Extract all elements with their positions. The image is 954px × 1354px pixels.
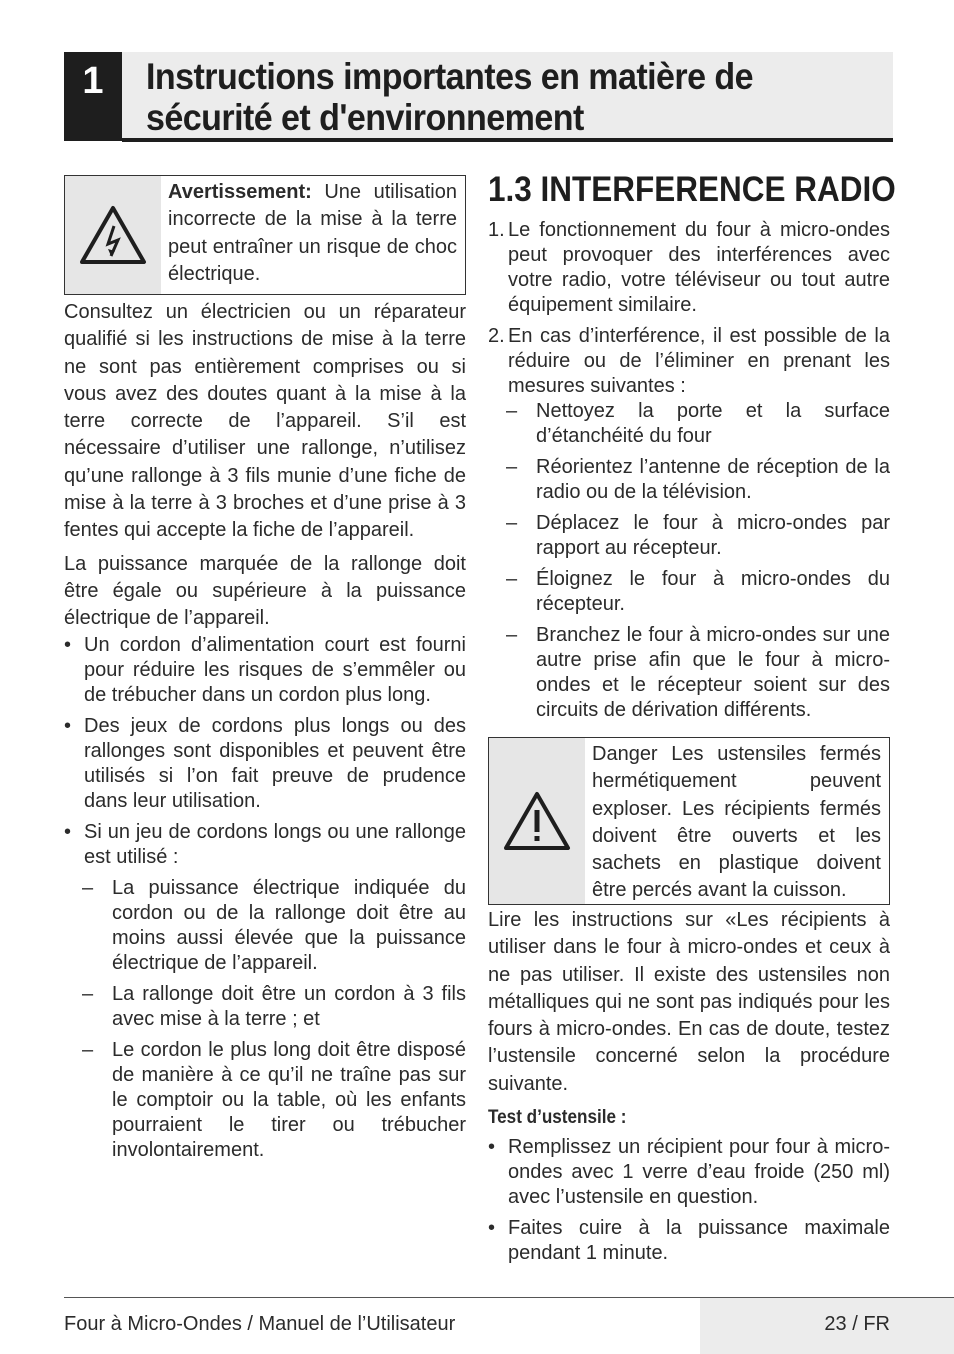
list-item: – Déplacez le four à micro-ondes par rapport au récepteur. xyxy=(506,512,890,559)
test-heading: Test d’ustensile : xyxy=(488,1107,627,1129)
chapter-number: 1 xyxy=(64,52,122,141)
warning-text: Avertissement: Une utilisation incorrecte de la mise à la terre peut entraîner un risque de choc électrique. xyxy=(168,181,457,285)
numbered-item: 2. En cas d’interférence, il est possible de la réduire ou de l’éliminer en prenant les mesures suivantes : xyxy=(488,325,890,397)
caution-triangle-icon xyxy=(489,738,585,904)
grounding-paragraph: Consultez un électricien ou un réparateur qualifié si les instructions de mise à la terre ne sont pas entièrement comprises ou si vous avez des doutes quant à la mise à la terre correcte de l’appareil. S’il est nécessaire d’utiliser une rallonge, n’utilisez qu’une rallonge à 3 fils munie d’une fiche de mise à la terre à 3 broches et d’une prise à 3 fentes qui accepte la fiche de l’appareil. xyxy=(64,301,466,542)
chapter-title: Instructions importantes en matière de sécurité et d'environnement xyxy=(146,56,754,138)
footer-page-number: 23 / FR xyxy=(824,1313,890,1335)
list-item: • Des jeux de cordons plus longs ou des rallonges sont disponibles et peuvent être utilisés si l’on fait preuve de prudence dans leur utilisation. xyxy=(64,714,466,812)
left-column xyxy=(64,175,466,1163)
numbered-item: 1. Le fonctionnement du four à micro-ondes peut provoquer des interférences avec votre radio, votre téléviseur ou tout autre équipement similaire. xyxy=(488,219,890,316)
list-item: – La rallonge doit être un cordon à 3 fils avec mise à la terre ; et xyxy=(82,982,466,1030)
list-item: – Branchez le four à micro-ondes sur une autre prise afin que le four à micro-ondes et le récepteur soient sur des circuits de dérivation différents. xyxy=(506,624,890,721)
list-item: • Faites cuire à la puissance maximale pendant 1 minute. xyxy=(488,1217,890,1265)
footer-manual-title: Four à Micro-Ondes / Manuel de l’Utilisateur xyxy=(64,1313,456,1335)
list-item: • Si un jeu de cordons longs ou une rallonge est utilisé : xyxy=(64,820,466,868)
list-item: • Remplissez un récipient pour four à micro-ondes avec 1 verre d’eau froide (250 ml) avec l’ustensile en question. xyxy=(488,1136,890,1209)
list-item: – Le cordon le plus long doit être disposé de manière à ce qu’il ne traîne pas sur le comptoir ou la table, où les enfants pourraient le tirer ou trébucher involontairement. xyxy=(82,1038,466,1161)
list-item: – Nettoyez la porte et la surface d’étanchéité du four xyxy=(506,400,890,447)
utensil-paragraph: Lire les instructions sur «Les récipients à utiliser dans le four à micro-ondes et ceux à ne pas utiliser. Il existe des ustensiles non métalliques qui ne sont pas indiqués pour les fours à micro-ondes. En cas de doute, testez l’ustensile concerné selon la procédure suivante. xyxy=(488,909,890,1095)
right-column xyxy=(488,168,896,1266)
danger-box xyxy=(488,737,890,905)
list-item: • Un cordon d’alimentation court est fourni pour réduire les risques de s’emmêler ou de trébucher dans un cordon plus long. xyxy=(64,633,466,706)
electric-shock-warning-icon xyxy=(65,176,161,294)
warning-box xyxy=(64,175,466,295)
danger-text: Danger Les ustensiles fermés hermétiquement peuvent exploser. Les récipients fermés doivent être ouverts et les sachets en plastique doivent être percés avant la cuisson. xyxy=(592,743,881,902)
list-item: – Réorientez l’antenne de réception de la radio ou de la télévision. xyxy=(506,456,890,503)
section-title: 1.3 INTERFERENCE RADIO xyxy=(488,170,896,209)
power-rating-paragraph: La puissance marquée de la rallonge doit être égale ou supérieure à la puissance électrique de l’appareil. xyxy=(64,552,466,630)
list-item: – La puissance électrique indiquée du cordon ou de la rallonge doit être au moins aussi élevée que la puissance électrique de l’appareil. xyxy=(82,876,466,974)
list-item: – Éloignez le four à micro-ondes du récepteur. xyxy=(506,568,890,615)
